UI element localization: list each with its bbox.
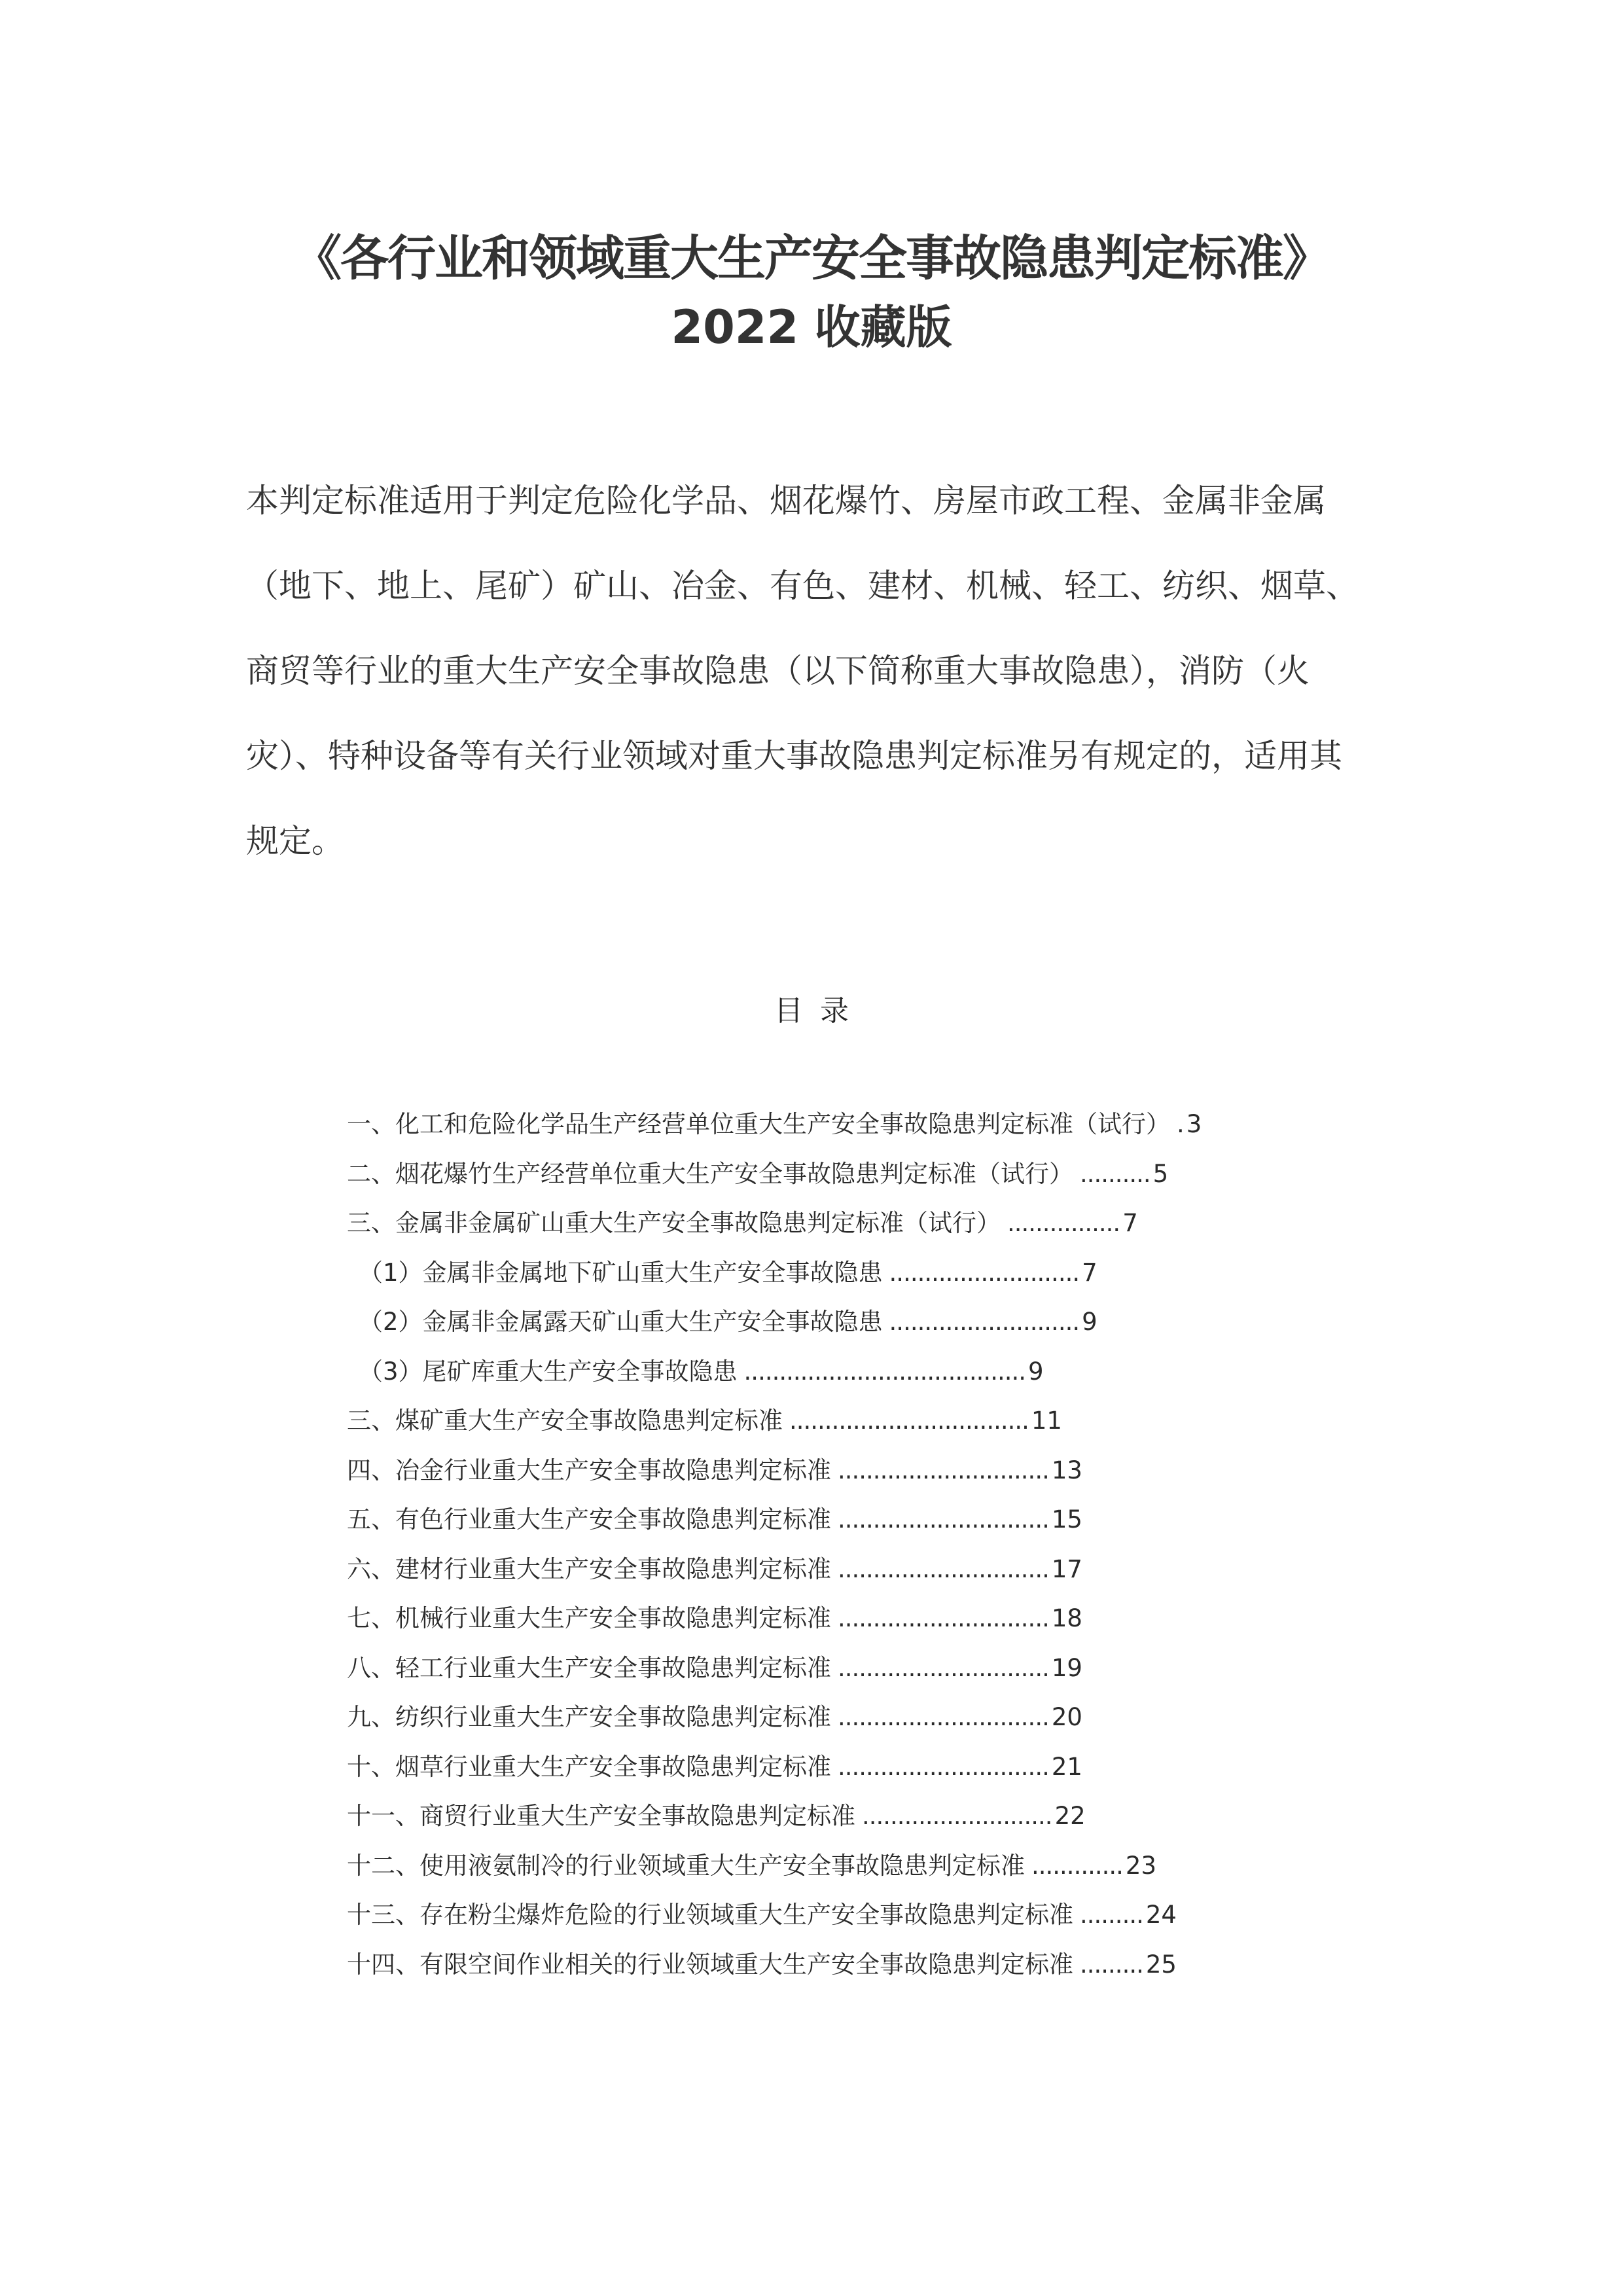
toc-dot-leader: .............................. [838, 1456, 1049, 1484]
toc-heading: 目录 [774, 994, 866, 1028]
toc-entry-label: 六、建材行业重大生产安全事故隐患判定标准 [347, 1554, 831, 1583]
toc-page-number: 9 [1028, 1357, 1044, 1386]
toc-page-number: 24 [1145, 1901, 1177, 1929]
toc-page-number: 21 [1051, 1752, 1082, 1781]
intro-line: 灾）、特种设备等有关行业领域对重大事故隐患判定标准另有规定的，适用其 [246, 737, 1342, 775]
toc-dot-leader: ......... [1080, 1950, 1143, 1979]
toc-page-number: 5 [1152, 1159, 1169, 1188]
toc-dot-leader: ........................... [889, 1258, 1080, 1287]
toc-entry-label: 七、机械行业重大生产安全事故隐患判定标准 [347, 1604, 831, 1632]
toc-dot-leader: .................................. [789, 1407, 1029, 1435]
toc-entry[interactable] [347, 1248, 1394, 1298]
toc-entry[interactable] [347, 1297, 1394, 1347]
toc-page-number: 18 [1051, 1604, 1082, 1632]
toc-entry[interactable] [347, 1890, 1394, 1940]
toc-entry-label: 九、纺织行业重大生产安全事故隐患判定标准 [347, 1703, 831, 1731]
toc-entry[interactable] [347, 1100, 1394, 1149]
intro-paragraph [246, 458, 1372, 884]
toc-dot-leader: .............................. [838, 1653, 1049, 1682]
toc-page-number: 7 [1122, 1209, 1138, 1237]
toc-entry[interactable] [347, 1545, 1394, 1594]
toc-entry[interactable] [347, 1347, 1394, 1397]
toc-page-number: 17 [1051, 1554, 1082, 1583]
toc-entry[interactable] [347, 1791, 1394, 1841]
toc-dot-leader: . [1177, 1110, 1184, 1138]
toc-entry-label: （2）金属非金属露天矿山重大生产安全事故隐患 [359, 1308, 883, 1336]
toc-entry-label: 十二、使用液氨制冷的行业领域重大生产安全事故隐患判定标准 [347, 1851, 1025, 1880]
intro-line: （地下、地上、尾矿）矿山、冶金、有色、建材、机械、轻工、纺织、烟草、 [246, 567, 1359, 605]
document-subtitle: 2022 收藏版 [671, 300, 952, 354]
toc-page-number: 19 [1051, 1653, 1082, 1682]
table-of-contents [347, 1100, 1394, 1989]
toc-entry[interactable] [347, 1149, 1394, 1199]
toc-page-number: 11 [1031, 1407, 1062, 1435]
toc-page-number: 23 [1125, 1851, 1156, 1880]
toc-entry-label: 八、轻工行业重大生产安全事故隐患判定标准 [347, 1653, 831, 1682]
toc-entry[interactable] [347, 1594, 1394, 1643]
document-title: 《各行业和领域重大生产安全事故隐患判定标准》 [293, 230, 1330, 287]
toc-dot-leader: .......... [1080, 1159, 1150, 1188]
toc-dot-leader: .............................. [838, 1554, 1049, 1583]
toc-entry[interactable] [347, 1643, 1394, 1693]
toc-page-number: 13 [1051, 1456, 1082, 1484]
toc-entry-label: 五、有色行业重大生产安全事故隐患判定标准 [347, 1505, 831, 1534]
toc-dot-leader: ........................... [862, 1802, 1052, 1830]
toc-entry[interactable] [347, 1198, 1394, 1248]
toc-page-number: 9 [1082, 1308, 1097, 1336]
toc-page-number: 7 [1082, 1258, 1097, 1287]
toc-entry-label: 三、金属非金属矿山重大生产安全事故隐患判定标准（试行） [347, 1209, 1001, 1237]
toc-entry-label: （3）尾矿库重大生产安全事故隐患 [359, 1357, 738, 1386]
toc-entry[interactable] [347, 1495, 1394, 1545]
toc-entry[interactable] [347, 1693, 1394, 1742]
toc-dot-leader: ......... [1080, 1901, 1143, 1929]
toc-entry[interactable] [347, 1940, 1394, 1990]
toc-entry[interactable] [347, 1396, 1394, 1446]
toc-dot-leader: .............................. [838, 1604, 1049, 1632]
intro-line: 本判定标准适用于判定危险化学品、烟花爆竹、房屋市政工程、金属非金属 [246, 482, 1326, 520]
toc-page-number: 3 [1186, 1110, 1202, 1138]
toc-dot-leader: ........................................ [743, 1357, 1026, 1386]
toc-dot-leader: .............................. [838, 1505, 1049, 1534]
toc-entry-label: 三、煤矿重大生产安全事故隐患判定标准 [347, 1407, 783, 1435]
toc-entry-label: 四、冶金行业重大生产安全事故隐患判定标准 [347, 1456, 831, 1484]
toc-entry-label: 十四、有限空间作业相关的行业领域重大生产安全事故隐患判定标准 [347, 1950, 1073, 1979]
toc-entry[interactable] [347, 1446, 1394, 1496]
toc-page-number: 20 [1051, 1703, 1082, 1731]
toc-dot-leader: .............................. [838, 1703, 1049, 1731]
toc-entry[interactable] [347, 1742, 1394, 1792]
intro-line: 商贸等行业的重大生产安全事故隐患（以下简称重大事故隐患），消防（火 [246, 652, 1310, 690]
toc-page-number: 22 [1054, 1802, 1086, 1830]
toc-dot-leader: .............................. [838, 1752, 1049, 1781]
toc-entry[interactable] [347, 1841, 1394, 1891]
toc-page-number: 15 [1051, 1505, 1082, 1534]
toc-entry-label: 二、烟花爆竹生产经营单位重大生产安全事故隐患判定标准（试行） [347, 1159, 1073, 1188]
intro-line: 规定。 [246, 822, 344, 860]
toc-entry-label: 十三、存在粉尘爆炸危险的行业领域重大生产安全事故隐患判定标准 [347, 1901, 1073, 1929]
toc-dot-leader: ................ [1007, 1209, 1120, 1237]
toc-entry-label: 十、烟草行业重大生产安全事故隐患判定标准 [347, 1752, 831, 1781]
toc-entry-label: 十一、商贸行业重大生产安全事故隐患判定标准 [347, 1802, 855, 1830]
toc-entry-label: 一、化工和危险化学品生产经营单位重大生产安全事故隐患判定标准（试行） [347, 1110, 1170, 1138]
toc-dot-leader: ............. [1031, 1851, 1123, 1880]
toc-page-number: 25 [1145, 1950, 1177, 1979]
toc-entry-label: （1）金属非金属地下矿山重大生产安全事故隐患 [359, 1258, 883, 1287]
toc-dot-leader: ........................... [889, 1308, 1080, 1336]
